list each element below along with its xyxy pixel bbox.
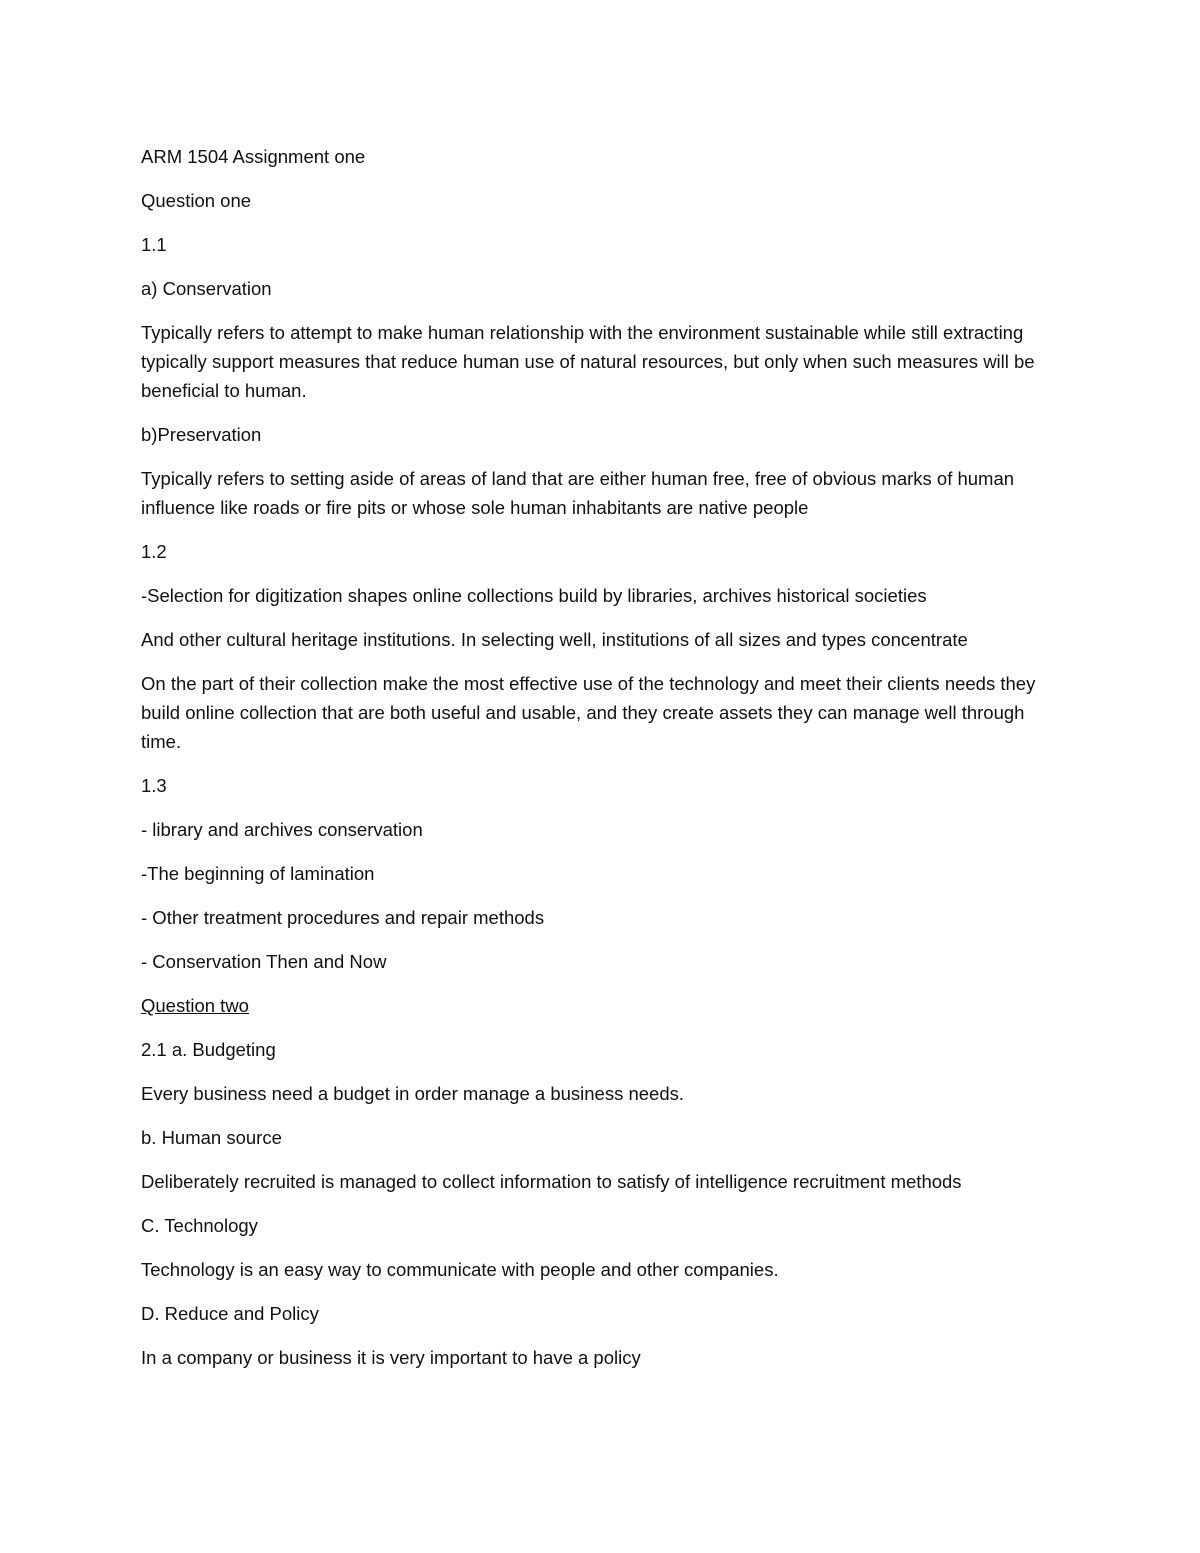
reduce-and-policy-label: D. Reduce and Policy xyxy=(141,1303,319,1324)
human-source-label: b. Human source xyxy=(141,1127,282,1148)
section-1-1: 1.1 xyxy=(141,234,167,255)
technology-label: C. Technology xyxy=(141,1215,258,1236)
section-1-2-paragraph-3: On the part of their collection make the most effective use of the technology and meet their clients needs they build online collection that are both useful and usable, and they create assets they can manage well through time. xyxy=(141,673,1036,752)
technology-text: Technology is an easy way to communicate with people and other companies. xyxy=(141,1259,779,1280)
section-1-3: 1.3 xyxy=(141,775,167,796)
preservation-text: Typically refers to setting aside of areas of land that are either human free, free of obvious marks of human influence like roads or fire pits or whose sole human inhabitants are native people xyxy=(141,468,1015,518)
section-1-3-item: - library and archives conservation xyxy=(141,819,423,840)
document-body xyxy=(141,142,1061,1387)
section-1-2: 1.2 xyxy=(141,541,167,562)
human-source-text: Deliberately recruited is managed to collect information to satisfy of intelligence recruitment methods xyxy=(141,1171,962,1192)
section-1-3-item: - Other treatment procedures and repair methods xyxy=(141,907,545,928)
reduce-and-policy-text: In a company or business it is very important to have a policy xyxy=(141,1347,641,1368)
conservation-label: a) Conservation xyxy=(141,278,272,299)
preservation-label: b)Preservation xyxy=(141,424,262,445)
conservation-text: Typically refers to attempt to make human relationship with the environment sustainable while still extracting typically support measures that reduce human use of natural resources, but only when such measures will be beneficial to human. xyxy=(141,322,1035,401)
section-1-3-item: -The beginning of lamination xyxy=(141,863,375,884)
question-two-heading: Question two xyxy=(141,995,249,1016)
section-1-2-paragraph-2: And other cultural heritage institutions. In selecting well, institutions of all sizes and types concentrate xyxy=(141,629,968,650)
question-one-heading: Question one xyxy=(141,190,252,211)
budgeting-label: 2.1 a. Budgeting xyxy=(141,1039,276,1060)
section-1-2-paragraph-1: -Selection for digitization shapes online collections build by libraries, archives historical societies xyxy=(141,585,927,606)
budgeting-text: Every business need a budget in order manage a business needs. xyxy=(141,1083,685,1104)
document-title: ARM 1504 Assignment one xyxy=(141,146,366,167)
section-1-3-item: - Conservation Then and Now xyxy=(141,951,387,972)
